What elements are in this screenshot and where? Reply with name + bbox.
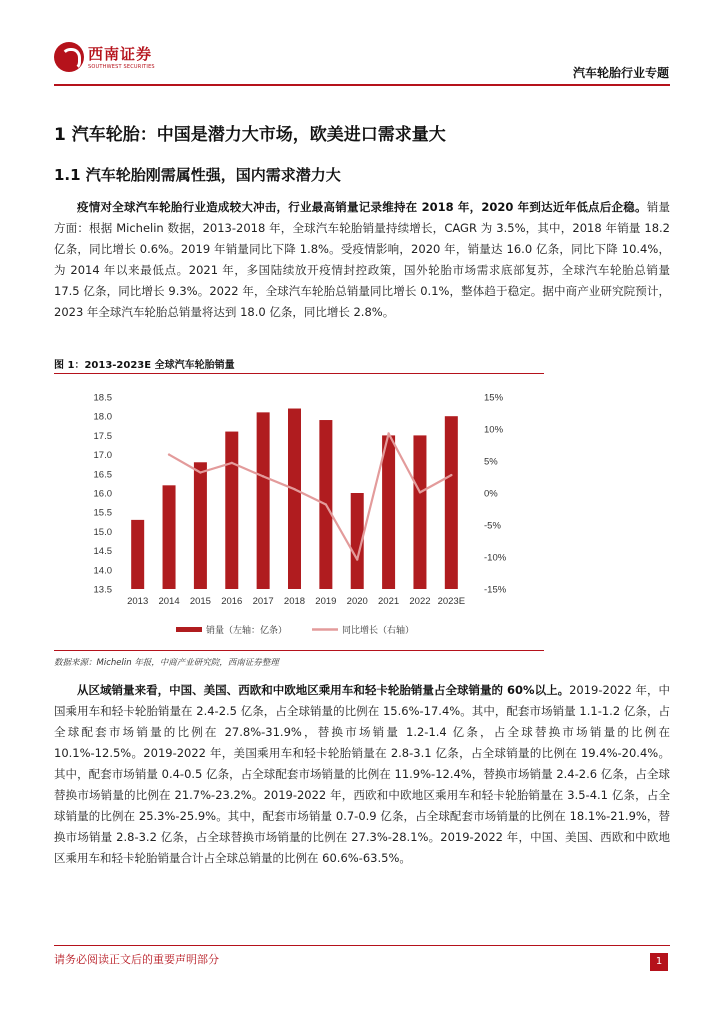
right-axis-tick: 10%: [484, 424, 504, 436]
right-axis-tick: -5%: [484, 520, 501, 532]
left-axis-tick: 17.0: [93, 450, 112, 462]
company-logo: [54, 40, 154, 76]
x-axis-tick: 2013: [127, 596, 149, 607]
figure-bottom-rule: [54, 650, 544, 651]
growth-point-2021: [387, 432, 389, 434]
x-axis-ticks: [127, 596, 465, 607]
left-axis-tick: 13.5: [93, 584, 112, 596]
subsection-heading: 1.1 汽车轮胎刚需属性强，国内需求潜力大: [54, 166, 341, 184]
legend-bar-swatch: [176, 627, 202, 632]
paragraph-body: 销量方面：根据 Michelin 数据，2013-2018 年，全球汽车轮胎销量持续增长，CAGR 为 3.5%，其中，2018 年销量 18.2 亿条，同比增长 0.6%。2019 年销量同比下降 1.8%。受疫情影响，2020 年，销量达 16.0 亿条，同比下降 10.4%，为 2014 年以来最低点。2021 年，多国陆续放开疫情封控政策，国外轮胎市场需求底部复苏，全球汽车轮胎总销量 17.5 亿条，同比增长 9.3%。2022 年，全球汽车轮胎总销量同比增长 0.1%，整体趋于稳定。据中商产业研究院预计，2023 年全球汽车轮胎总销量将达到 18.0 亿条，同比增长 2.8%。: [54, 200, 670, 319]
sales-chart: [54, 374, 544, 650]
legend-label: 销量（左轴：亿条）: [206, 626, 288, 636]
figure-title: 图 1：2013-2023E 全球汽车轮胎销量: [54, 360, 235, 371]
x-axis-tick: 2020: [346, 596, 368, 607]
x-axis-tick: 2022: [409, 596, 431, 607]
bar-2015: [194, 462, 207, 589]
left-axis-tick: 17.5: [93, 430, 112, 442]
chart-legend: [176, 624, 414, 636]
bar-2014: [163, 485, 176, 589]
paragraph-global-sales: [54, 197, 670, 323]
x-axis-tick: 2018: [283, 596, 306, 607]
growth-line-series: [168, 432, 453, 560]
growth-point-2016: [231, 462, 233, 464]
logo-emblem-icon: [54, 42, 84, 72]
bar-2013: [131, 520, 144, 589]
right-axis-tick: -15%: [484, 584, 507, 596]
x-axis-tick: 2015: [189, 596, 211, 607]
x-axis-tick: 2019: [315, 596, 337, 607]
legend-label: 同比增长（右轴）: [342, 626, 415, 636]
left-axis-tick: 16.5: [93, 469, 112, 481]
figure-source: 数据来源：Michelin 年报，中商产业研究院，西南证券整理: [54, 658, 279, 668]
left-axis-tick: 18.5: [93, 392, 112, 404]
paragraph-body: 2019-2022 年，中国乘用车和轻卡轮胎销量在 2.4-2.5 亿条，占全球销量的比例在 15.6%-17.4%。其中，配套市场销量 1.1-1.2 亿条，占全球配套市场销量的比例在 27.8%-31.9%，替换市场销量 1.2-1.4 亿条，占全球替换市场销量的比例在 10.1%-12.5%。2019-2022 年，美国乘用车和轻卡轮胎销量在 2.8-3.1 亿条，占全球销量的比例在 19.4%-20.4%。其中，配套市场销量 0.4-0.5 亿条，占全球配套市场销量的比例在 11.9%-12.4%，替换市场销量 2.4-2.6 亿条，占全球替换市场销量的比例在 21.7%-23.2%。2019-2022 年，西欧和中欧地区乘用车和轻卡轮胎销量在 3.5-4.1 亿条，占全球销量的比例在 25.3%-25.9%。其中，配套市场销量 0.7-0.9 亿条，占全球配套市场销量的比例在 18.1%-21.9%，替换市场销量 2.8-3.2 亿条，占全球替换市场销量的比例在 27.3%-28.1%。2019-2022 年，中国、美国、西欧和中欧地区乘用车和轻卡轮胎销量合计占全球总销量的比例在 60.6%-63.5%。: [54, 683, 670, 865]
footer-divider: [54, 945, 670, 946]
growth-point-2015: [199, 471, 201, 473]
report-series-title: 汽车轮胎行业专题: [572, 66, 669, 80]
left-axis-tick: 14.5: [93, 546, 112, 558]
x-axis-tick: 2017: [252, 596, 274, 607]
header-divider: [54, 84, 670, 86]
growth-point-2014: [168, 453, 170, 455]
paragraph-lead: 从区域销量来看，中国、美国、西欧和中欧地区乘用车和轻卡轮胎销量占全球销量的 60%以上。: [77, 683, 570, 697]
bar-2017: [257, 412, 270, 589]
growth-point-2019: [325, 503, 327, 505]
left-axis-tick: 15.0: [93, 526, 112, 538]
bar-2023E: [445, 416, 458, 589]
left-axis-tick: 18.0: [93, 411, 112, 423]
x-axis-tick: 2021: [378, 596, 400, 607]
right-axis-tick: -10%: [484, 552, 507, 564]
disclaimer-note: 请务必阅读正文后的重要声明部分: [54, 953, 219, 966]
right-axis-ticks: [484, 393, 507, 596]
bar-series: [131, 409, 458, 589]
bar-2021: [382, 435, 395, 589]
x-axis-tick: 2023E: [437, 596, 466, 607]
left-axis-tick: 16.0: [93, 488, 112, 500]
growth-point-2017: [262, 475, 264, 477]
logo-text-cn: 西南证券: [88, 45, 153, 63]
section-heading: 1 汽车轮胎：中国是潜力大市场，欧美进口需求量大: [54, 125, 446, 145]
bar-2018: [288, 409, 301, 589]
paragraph-lead: 疫情对全球汽车轮胎行业造成较大冲击，行业最高销量记录维持在 2018 年，2020 年到达近年低点后企稳。: [77, 200, 647, 214]
right-axis-tick: 15%: [484, 392, 504, 404]
x-axis-tick: 2016: [221, 596, 243, 607]
growth-point-2018: [293, 488, 295, 490]
page-number: 1: [650, 953, 668, 971]
right-axis-tick: 0%: [484, 488, 498, 500]
growth-line: [169, 434, 451, 560]
bar-2022: [413, 435, 426, 589]
x-axis-tick: 2014: [158, 596, 180, 607]
left-axis-ticks: [94, 393, 113, 596]
growth-point-2020: [356, 558, 358, 560]
bar-2016: [225, 432, 238, 589]
growth-point-2023E: [450, 474, 452, 476]
growth-point-2022: [419, 491, 421, 493]
left-axis-tick: 14.0: [93, 565, 112, 577]
paragraph-regional-sales: [54, 680, 670, 869]
right-axis-tick: 5%: [484, 456, 498, 468]
logo-text-en: SOUTHWEST SECURITIES: [88, 64, 155, 70]
left-axis-tick: 15.5: [93, 507, 112, 519]
